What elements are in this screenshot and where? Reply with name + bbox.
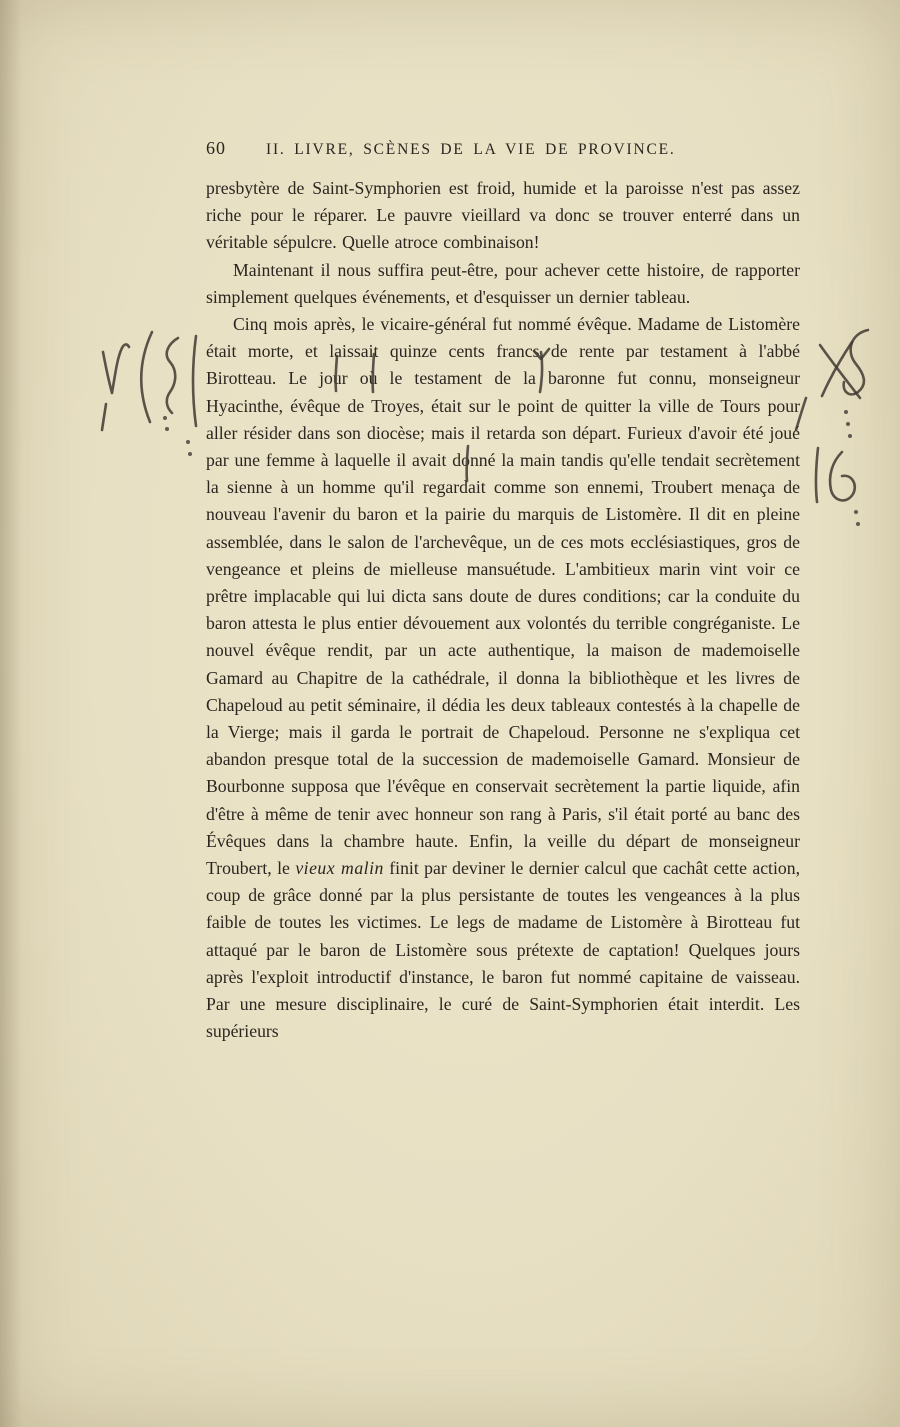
- numeral-six-stroke: [830, 452, 855, 500]
- ink-dot: [186, 440, 190, 444]
- ink-dot: [846, 422, 850, 426]
- ink-dot: [844, 410, 848, 414]
- pen-stroke: [102, 404, 106, 430]
- ink-dot: [848, 434, 852, 438]
- page-content: [206, 138, 800, 1046]
- numeral-one-stroke: [816, 448, 818, 502]
- ink-dot: [854, 510, 858, 514]
- paragraph-segment: Cinq mois après, le vicaire-général fut nommé évêque. Madame de Listomère était morte, et laissait quinze cents francs de rente par testament à l'abbé Birotteau. Le jour où le testament de la baronne fut connu, monseigneur Hyacinthe, évêque de Troyes, était sur le point de quitter la ville de Tours pour aller résider dans son diocèse; mais il retarda son départ. Furieux d'avoir été joué par une femme à laquelle il avait donné la main tandis qu'elle tendait secrètement la sienne à un homme qu'il regardait comme son ennemi, Troubert menaça de nouveau l'avenir du baron et la pairie du marquis de Listomère. Il dit en pleine assemblée, dans le salon de l'archevêque, un de ces mots ecclésiastiques, gros de vengeance et pleins de mielleuse mansuétude. L'ambitieux marin vint voir ce prêtre implacable qui lui dicta sans doute de dures conditions; car la conduite du baron attesta le plus entier dévouement aux volontés du terrible congréganiste. Le nouvel évêque rendit, par un acte authentique, la maison de mademoiselle Gamard au Chapitre de la cathédrale, il donna la bibliothèque et les livres de Chapeloud au petit séminaire, il dédia les deux tableaux contestés à la chapelle de la Vierge; mais il garda le portrait de Chapeloud. Personne ne s'expliqua cet abandon presque total de la succession de mademoiselle Gamard. Monsieur de Bourbonne supposa que l'évêque en conservait secrètement la partie liquide, afin d'être à même de tenir avec honneur son rang à Paris, s'il était porté au banc des Évêques dans la chambre haute. Enfin, la veille du départ de monseigneur Troubert, le: [206, 314, 800, 879]
- bar-stroke: [193, 336, 196, 426]
- cross-stroke: [822, 342, 852, 396]
- page-number: 60: [206, 138, 226, 158]
- right-margin-marks: [796, 330, 868, 526]
- ink-dot: [163, 416, 167, 420]
- paragraph-segment: finit par deviner le dernier calcul que cachât cette action, coup de grâce donné par la plus persistante de toutes les vengeances à la plus faible de toutes les victimes. Le legs de madame de Listomère à Birotteau fut attaqué par le baron de Listomère sous prétexte de captation! Quelques jours après l'exploit introductif d'instance, le baron fut nommé capitaine de vaisseau. Par une mesure disciplinaire, le curé de Saint-Symphorien était interdit. Les supérieurs: [206, 858, 800, 1042]
- ink-dot: [165, 427, 169, 431]
- paren-stroke: [141, 332, 152, 422]
- paragraph: [206, 311, 800, 1045]
- paragraph: Maintenant il nous suffira peut-être, pour achever cette histoire, de rapporter simplement quelques événements, et d'esquisser un dernier tableau.: [206, 259, 800, 307]
- italic-phrase: vieux malin: [295, 858, 384, 879]
- squiggle-stroke: [167, 338, 178, 413]
- cross-stroke: [820, 345, 860, 398]
- running-header: II. LIVRE, SCÈNES DE LA VIE DE PROVINCE.: [266, 141, 676, 158]
- body-text: [206, 175, 800, 1046]
- check-mark-stroke: [103, 344, 129, 393]
- paragraph-continuation: presbytère de Saint-Symphorien est froid, humide et la paroisse n'est pas assez riche pour le réparer. Le pauvre vieillard va donc se trouver enterré dans un véritable sépulcre. Quelle atroce combinaison!: [206, 178, 800, 253]
- loop-stroke: [844, 330, 868, 394]
- left-margin-marks: [102, 332, 196, 456]
- ink-dot: [188, 452, 192, 456]
- page-header: [206, 138, 800, 159]
- ink-dot: [856, 522, 860, 526]
